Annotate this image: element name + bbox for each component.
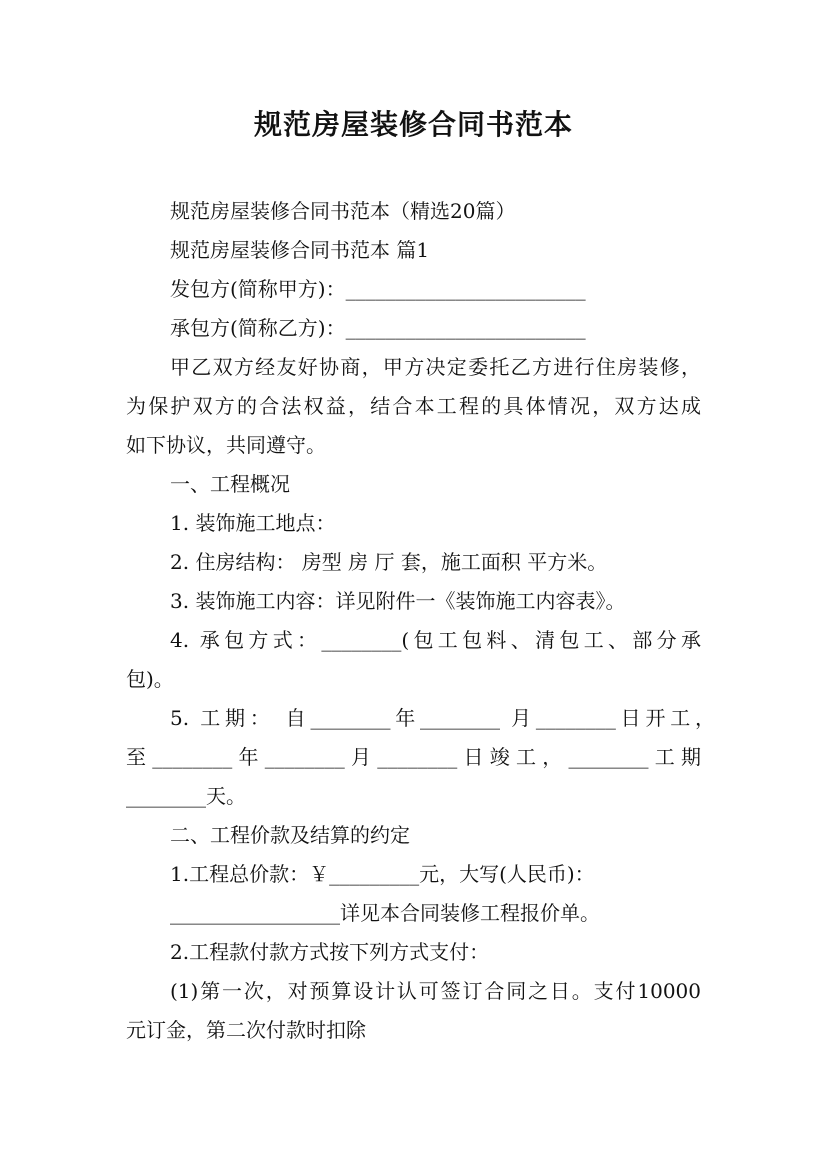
party-a-line: 发包方(简称甲方)：________________________ bbox=[170, 277, 586, 301]
clause-line: 2. 住房结构： 房型 房 厅 套，施工面积 平方米。 bbox=[170, 550, 608, 574]
clause-line: 包)。 bbox=[126, 667, 174, 691]
clause-line: 至________年________月________日竣工，________工期 bbox=[126, 745, 701, 769]
body-text-line: 甲乙双方经友好协商，甲方决定委托乙方进行住房装修， bbox=[170, 355, 701, 379]
clause-line: 1.工程总价款：￥_________元，大写(人民币)： bbox=[170, 862, 595, 886]
section-heading-line: 一、工程概况 bbox=[170, 472, 290, 496]
clause-line: 4. 承包方式：________(包工包料、清包工、部分承 bbox=[170, 628, 701, 652]
clause-line: (1)第一次，对预算设计认可签订合同之日。支付10000 bbox=[170, 979, 701, 1003]
document-title: 规范房屋装修合同书范本 bbox=[253, 108, 573, 141]
clause-line: 1. 装饰施工地点： bbox=[170, 511, 336, 535]
section-heading-line: 规范房屋装修合同书范本 篇1 bbox=[170, 238, 430, 262]
clause-line: 3. 装饰施工内容：详见附件一《装饰施工内容表》。 bbox=[170, 589, 626, 613]
body-text-line: 为保护双方的合法权益，结合本工程的具体情况，双方达成 bbox=[126, 394, 701, 418]
section-heading-line: 二、工程价款及结算的约定 bbox=[170, 823, 410, 847]
party-b-line: 承包方(简称乙方)：________________________ bbox=[170, 316, 586, 340]
clause-line: 2.工程款付款方式按下列方式支付： bbox=[170, 940, 490, 964]
clause-line: ________天。 bbox=[126, 784, 246, 808]
clause-line: 元订金，第二次付款时扣除 bbox=[126, 1018, 366, 1042]
clause-line: 5. 工期： 自________年________ 月________日开工， bbox=[170, 706, 715, 730]
clause-line: _________________详见本合同装修工程报价单。 bbox=[170, 901, 600, 925]
body-text-line: 如下协议，共同遵守。 bbox=[126, 433, 326, 457]
subtitle-line: 规范房屋装修合同书范本（精选20篇） bbox=[170, 199, 516, 223]
